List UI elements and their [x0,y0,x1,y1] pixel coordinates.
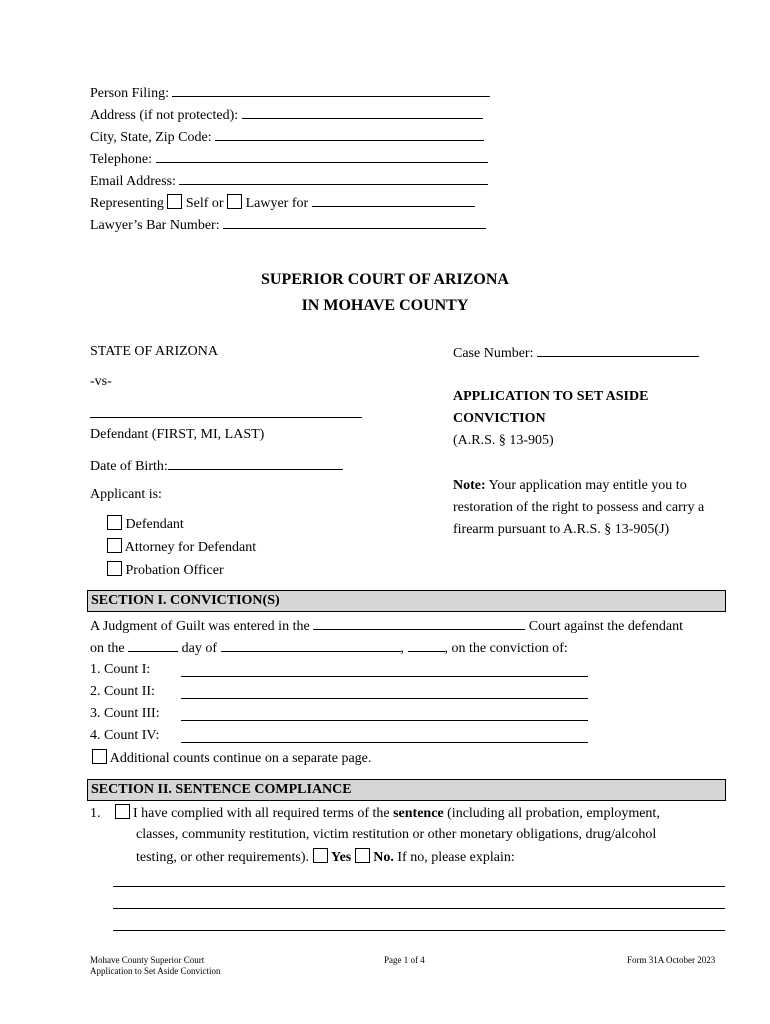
count-4-label: Count IV: [104,728,160,743]
note-label: Note: [453,478,486,493]
address-label: Address (if not protected): [90,108,239,123]
note-line-3: firearm pursuant to A.R.S. § 13-905(J) [453,522,670,537]
county-title: IN MOHAVE COUNTY [301,297,469,314]
versus-text: -vs- [90,374,112,389]
plaintiff-name: STATE OF ARIZONA [90,344,218,359]
yes-checkbox[interactable] [313,848,328,863]
count-4-field[interactable] [181,742,588,743]
address-field[interactable] [242,105,483,119]
self-checkbox[interactable] [167,194,182,209]
note-text-1: Your application may entitle you to [488,478,687,493]
self-label: Self or [185,196,224,211]
compliance-text-b: (including all probation, employment, [447,806,660,821]
city-field[interactable] [215,127,484,141]
telephone-field[interactable] [156,149,488,163]
count-2-num: 2. [90,684,101,699]
compliance-line-2: classes, community restitution, victim restitution or other monetary obligations, drug/alcohol [136,827,657,842]
footer-court: Mohave County Superior Court [90,955,205,965]
telephone-row [90,149,488,169]
count-3-num: 3. [90,706,101,721]
count-1-row [90,661,150,679]
compliance-line-3 [136,848,515,867]
defendant-label: Defendant (FIRST, MI, LAST) [90,427,265,442]
lawyer-label: Lawyer for [245,196,309,211]
count-2-label: Count II: [104,684,155,699]
compliance-text-c: testing, or other requirements). [136,850,310,865]
additional-counts-row [92,749,371,768]
on-the-text: on the [90,641,125,656]
note-line-1 [453,477,687,495]
compliance-text-bold: sentence [393,806,444,821]
compliance-checkbox[interactable] [115,804,130,819]
applicant-option-probation [107,561,224,580]
email-label: Email Address: [90,174,176,189]
bar-number-row [90,215,486,235]
count-2-row [90,683,155,701]
conviction-of-text: , on the conviction of: [444,641,568,656]
bar-number-field[interactable] [223,215,486,229]
month-field[interactable] [221,638,401,652]
lawyer-for-field[interactable] [312,193,475,207]
city-row [90,127,484,147]
dob-label: Date of Birth: [90,459,168,474]
dob-field[interactable] [168,456,343,470]
applicant-is-label: Applicant is: [90,487,162,502]
count-1-field[interactable] [181,676,588,677]
compliance-text-a: I have complied with all required terms of the [133,806,390,821]
additional-counts-label: Additional counts continue on a separate page. [109,751,372,766]
section-2-header: SECTION II. SENTENCE COMPLIANCE [87,779,726,801]
footer-form-name: Application to Set Aside Conviction [90,966,221,976]
statute-text: (A.R.S. § 13-905) [453,433,554,448]
case-number-row [453,343,699,363]
no-label: No. [373,850,394,865]
footer-form-id: Form 31A October 2023 [627,955,716,965]
explain-line-2[interactable] [113,908,725,909]
judgment-text-b: Court against the defendant [528,619,684,634]
additional-counts-checkbox[interactable] [92,749,107,764]
email-field[interactable] [179,171,488,185]
court-name-field[interactable] [313,616,525,630]
applicant-option-defendant [107,515,184,534]
email-row [90,171,488,191]
note-line-2: restoration of the right to possess and carry a [453,500,705,515]
court-title: SUPERIOR COURT OF ARIZONA [261,271,509,288]
date-line [90,638,568,658]
year-field[interactable] [408,638,445,652]
application-title-1: APPLICATION TO SET ASIDE [453,389,649,404]
compliance-item-num: 1. [90,806,101,821]
person-filing-row [90,83,490,103]
representing-label: Representing [90,196,164,211]
footer-page-number: Page 1 of 4 [384,955,425,965]
person-filing-field[interactable] [172,83,490,97]
count-3-field[interactable] [181,720,588,721]
compliance-line-1 [90,804,660,823]
address-row [90,105,483,125]
applicant-attorney-checkbox[interactable] [107,538,122,553]
day-field[interactable] [128,638,178,652]
count-1-num: 1. [90,662,101,677]
application-title-2: CONVICTION [453,411,546,426]
representing-row [90,193,475,213]
applicant-option-attorney [107,538,256,557]
defendant-name-field[interactable] [90,417,362,418]
applicant-probation-label: Probation Officer [125,563,224,578]
city-label: City, State, Zip Code: [90,130,212,145]
telephone-label: Telephone: [90,152,152,167]
explain-line-1[interactable] [113,886,725,887]
day-of-text: day of [181,641,217,656]
count-1-label: Count I: [104,662,151,677]
section-1-header: SECTION I. CONVICTION(S) [87,590,726,612]
applicant-defendant-label: Defendant [125,517,184,532]
lawyer-checkbox[interactable] [227,194,242,209]
no-checkbox[interactable] [355,848,370,863]
count-3-row [90,705,160,723]
person-filing-label: Person Filing: [90,86,169,101]
judgment-text-a: A Judgment of Guilt was entered in the [90,619,310,634]
bar-number-label: Lawyer’s Bar Number: [90,218,220,233]
applicant-defendant-checkbox[interactable] [107,515,122,530]
case-number-label: Case Number: [453,346,534,361]
judgment-line [90,616,683,636]
yes-label: Yes [331,850,352,865]
applicant-probation-checkbox[interactable] [107,561,122,576]
footer-left [90,955,221,977]
count-4-row [90,727,159,745]
count-4-num: 4. [90,728,101,743]
case-number-field[interactable] [537,343,699,357]
count-3-label: Count III: [104,706,160,721]
dob-row [90,456,343,476]
count-2-field[interactable] [181,698,588,699]
explain-label: If no, please explain: [397,850,515,865]
explain-line-3[interactable] [113,930,725,931]
applicant-attorney-label: Attorney for Defendant [124,540,257,555]
comma-text: , [400,641,404,656]
